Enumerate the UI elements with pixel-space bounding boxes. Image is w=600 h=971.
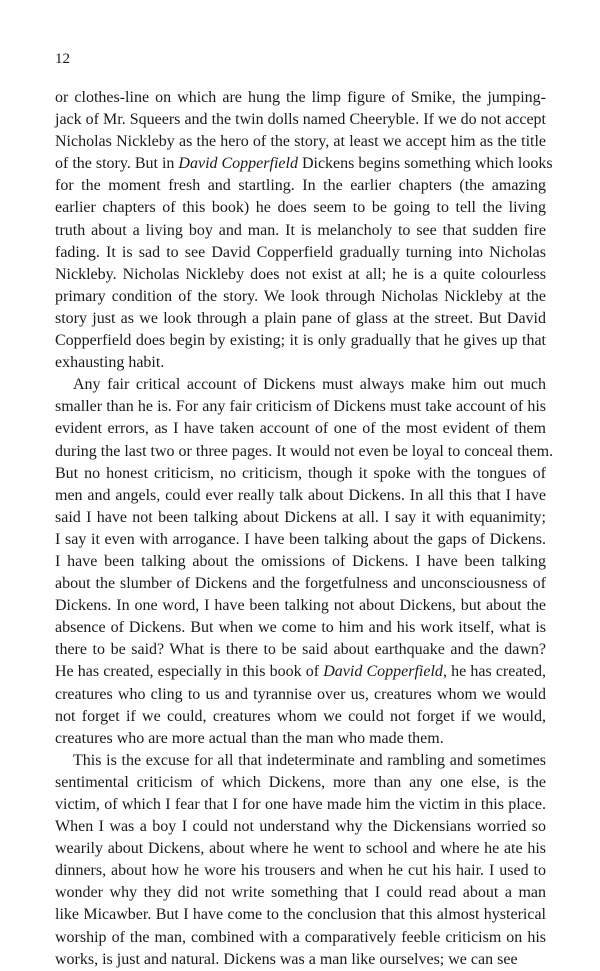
text-run: But no honest criticism, no criticism, though it spoke with the tongues of <box>55 464 546 482</box>
paragraph <box>55 750 546 971</box>
text-run: jack of Mr. Squeers and the twin dolls named Cheeryble. If we do not accept <box>55 111 546 129</box>
page-number: 12 <box>55 51 70 67</box>
text-run: When I was a boy I could not understand why the Dickensians worried so <box>55 818 546 836</box>
text-line <box>55 507 546 529</box>
text-line <box>55 286 546 308</box>
text-line <box>55 418 546 440</box>
text-line <box>55 927 546 949</box>
text-line <box>55 109 546 131</box>
text-line <box>55 131 546 153</box>
text-line <box>55 904 546 926</box>
text-run: absence of Dickens. But when we come to him and his work itself, what is <box>55 619 546 637</box>
paragraph <box>55 87 553 374</box>
text-run: primary condition of the story. We look through Nicholas Nickleby at the <box>55 287 546 305</box>
text-line <box>55 87 546 109</box>
text-run: truth about a living boy and man. It is melancholy to see that sudden fire <box>55 221 546 239</box>
text-line <box>55 441 554 463</box>
body-text <box>55 87 554 971</box>
text-run: Any fair critical account of Dickens must always make him out much <box>73 376 546 394</box>
text-line <box>55 772 546 794</box>
text-run: sentimental criticism of which Dickens, more than any one else, is the <box>55 773 546 791</box>
text-run: Copperfield does begin by existing; it is only gradually that he gives up that <box>55 332 546 350</box>
text-run: about the slumber of Dickens and the forgetfulness and unconsciousness of <box>55 575 546 593</box>
text-line <box>55 264 546 286</box>
text-line <box>55 153 553 175</box>
text-run: This is the excuse for all that indeterminate and rambling and sometimes <box>73 751 546 769</box>
text-run: evident errors, as I have taken account of one of the most evident of them <box>55 420 546 438</box>
text-run: Nickleby. Nicholas Nickleby does not exist at all; he is a quite colourless <box>55 265 546 283</box>
text-line <box>55 551 546 573</box>
text-line <box>55 330 546 352</box>
text-line <box>55 573 546 595</box>
text-line <box>55 617 546 639</box>
text-run: creatures who are more actual than the man who made them. <box>55 729 444 747</box>
text-line <box>55 396 546 418</box>
text-line <box>55 374 546 396</box>
text-run: wearily about Dickens, about where he went to school and where he ate his <box>55 840 546 858</box>
text-run: Dickens begins something which looks <box>297 155 553 173</box>
text-line <box>55 816 546 838</box>
text-run: smaller than he is. For any fair criticism of Dickens must take account of his <box>55 398 546 416</box>
text-line <box>55 485 546 507</box>
text-run: fading. It is sad to see David Copperfield gradually turning into Nicholas <box>55 243 546 261</box>
book-title: David Copperfield <box>178 155 298 173</box>
text-run: , he has created, <box>442 663 547 681</box>
text-line <box>55 684 546 706</box>
text-line <box>55 639 546 661</box>
text-run: Dickens. In one word, I have been talking not about Dickens, but about the <box>55 597 546 615</box>
text-run: said I have not been talking about Dickens at all. I say it with equanimity; <box>55 508 546 526</box>
text-line <box>55 529 546 551</box>
text-line <box>55 175 546 197</box>
text-run: earlier chapters of this book) he does seem to be going to tell the living <box>55 199 546 217</box>
text-run: wonder why they did not write something that I could read about a man <box>55 884 546 902</box>
text-run: victim, of which I fear that I for one have made him the victim in this place. <box>55 796 546 813</box>
text-line <box>55 728 546 750</box>
text-run: Nicholas Nickleby as the hero of the story, at least we accept him as the title <box>55 133 546 151</box>
text-line <box>55 197 546 219</box>
text-run: or clothes-line on which are hung the limp figure of Smike, the jumping- <box>55 89 546 106</box>
text-run: exhausting habit. <box>55 354 165 372</box>
text-run: during the last two or three pages. It would not even be loyal to conceal them. <box>55 442 554 460</box>
text-line <box>55 882 546 904</box>
text-run: I say it even with arrogance. I have been talking about the gaps of Dickens. <box>55 530 546 548</box>
text-line <box>55 706 546 728</box>
book-title: David Copperfield <box>323 663 443 681</box>
text-run: like Micawber. But I have come to the conclusion that this almost hysterical <box>55 906 546 924</box>
text-run: worship of the man, combined with a comparatively feeble criticism on his <box>55 928 546 946</box>
text-run: I have been talking about the omissions of Dickens. I have been talking <box>55 552 546 570</box>
text-line <box>55 838 546 860</box>
text-run: works, is just and natural. Dickens was a man like ourselves; we can see <box>55 950 518 968</box>
text-line <box>55 794 546 816</box>
text-run: dinners, about how he wore his trousers and when he cut his hair. I used to <box>55 862 546 880</box>
text-run: men and angels, could ever really talk about Dickens. In all this that I have <box>55 486 546 504</box>
text-line <box>55 860 546 882</box>
paragraph <box>55 374 554 750</box>
text-line <box>55 242 546 264</box>
text-run: not forget if we could, creatures whom we could not forget if we would, <box>55 707 546 725</box>
text-line <box>55 595 546 617</box>
text-line <box>55 463 546 485</box>
text-line <box>55 949 546 971</box>
text-run: story just as we look through a plain pane of glass at the street. But David <box>55 309 546 327</box>
text-run: of the story. But in <box>55 155 179 173</box>
text-run: creatures who cling to us and tyrannise over us, creatures whom we would <box>55 685 546 703</box>
text-line <box>55 661 546 683</box>
text-line <box>55 308 546 330</box>
text-line <box>55 750 546 772</box>
text-run: He has created, especially in this book of <box>55 663 324 681</box>
text-line <box>55 220 546 242</box>
text-run: for the moment fresh and startling. In the earlier chapters (the amazing <box>55 177 546 195</box>
text-line <box>55 352 546 374</box>
text-run: there to be said? What is there to be said about earthquake and the dawn? <box>55 641 546 659</box>
